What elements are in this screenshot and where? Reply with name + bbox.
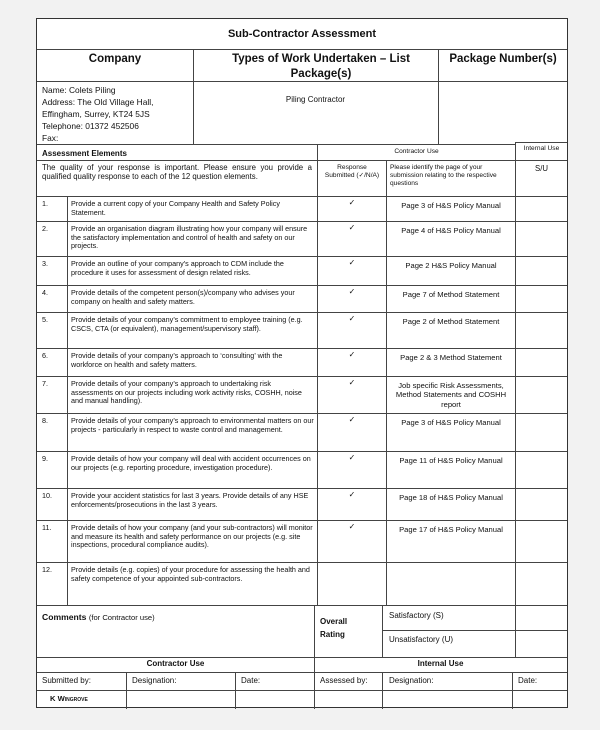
work-package: Piling Contractor bbox=[285, 95, 346, 104]
company-address-2: Effingham, Surrey, KT24 5JS bbox=[42, 109, 150, 119]
response-check: ✓ bbox=[348, 522, 356, 531]
page-reference: Page 17 of H&S Policy Manual bbox=[399, 525, 503, 534]
question-number: 2. bbox=[42, 224, 48, 233]
page-reference: Page 4 of H&S Policy Manual bbox=[401, 226, 501, 235]
date-label: Date: bbox=[241, 676, 261, 685]
response-check: ✓ bbox=[348, 287, 356, 296]
designation-label-2: Designation: bbox=[389, 676, 434, 685]
assessment-form bbox=[36, 18, 568, 708]
footer-contractor-use: Contractor Use bbox=[146, 659, 205, 668]
date-label-2: Date: bbox=[518, 676, 538, 685]
question-number: 1. bbox=[42, 199, 48, 208]
question-number: 4. bbox=[42, 288, 48, 297]
question-text: Provide an outline of your company’s approach to CDM include the procedure it uses for assessment of design related risks. bbox=[71, 259, 284, 277]
response-submitted-header: Response Submitted (✓/N/A) bbox=[324, 164, 380, 179]
question-text: Provide details of how your company will deal with accident occurrences on our projects (e.g. reporting procedure, investigation procedure). bbox=[71, 454, 311, 472]
package-numbers-header: Package Number(s) bbox=[449, 53, 557, 65]
footer-internal-use: Internal Use bbox=[417, 659, 464, 668]
submitted-by-label: Submitted by: bbox=[42, 676, 91, 685]
overall-rating-label-1: Overall bbox=[320, 617, 348, 626]
response-check: ✓ bbox=[348, 314, 356, 323]
response-check: ✓ bbox=[348, 378, 356, 387]
question-text: Provide details of your company’s approach to environmental matters on our projects - particularly in respect to waste control and management. bbox=[71, 416, 314, 434]
unsatisfactory-option: Unsatisfactory (U) bbox=[389, 635, 454, 644]
response-check: ✓ bbox=[348, 223, 356, 232]
question-number: 6. bbox=[42, 351, 48, 360]
response-check: ✓ bbox=[348, 490, 356, 499]
page-reference: Page 18 of H&S Policy Manual bbox=[399, 493, 503, 502]
question-text: Provide a current copy of your Company Health and Safety Policy Statement. bbox=[71, 199, 280, 217]
overall-rating-label-2: Rating bbox=[320, 630, 345, 639]
page-reference: Page 2 of Method Statement bbox=[402, 317, 500, 326]
question-number: 7. bbox=[42, 379, 48, 388]
question-text: Provide an organisation diagram illustrating how your company will ensure the satisfactory implementation and control of health and safety on our projects. bbox=[71, 224, 308, 251]
page-reference: Page 3 of H&S Policy Manual bbox=[401, 418, 501, 427]
company-fax: Fax: bbox=[42, 133, 59, 143]
company-address-1: Address: The Old Village Hall, bbox=[42, 97, 154, 107]
page-reference: Job specific Risk Assessments, Method Statements and COSHH report bbox=[395, 381, 507, 409]
page-reference: Page 11 of H&S Policy Manual bbox=[399, 456, 503, 465]
question-number: 3. bbox=[42, 259, 48, 268]
question-number: 10. bbox=[42, 491, 52, 500]
assessment-elements-header: Assessment Elements bbox=[42, 149, 127, 158]
question-number: 12. bbox=[42, 565, 52, 574]
question-text: Provide details of your company’s commitment to employee training (e.g. CSCS, CTA (or equivalent), management/supervisory staff). bbox=[71, 315, 303, 333]
comments-label bbox=[42, 612, 155, 623]
satisfactory-option: Satisfactory (S) bbox=[389, 611, 444, 620]
company-header: Company bbox=[88, 53, 142, 65]
submitter-name: K Wingrove bbox=[50, 694, 88, 703]
question-number: 8. bbox=[42, 416, 48, 425]
intro-text: The quality of your response is important. Please ensure you provide a qualified quality response to each of the 12 question elements. bbox=[42, 163, 312, 182]
question-text: Provide details (e.g. copies) of your procedure for assessing the health and safety competence of your appointed sub-contractors. bbox=[71, 565, 310, 583]
question-number: 9. bbox=[42, 454, 48, 463]
page-reference: Page 7 of Method Statement bbox=[402, 290, 500, 299]
company-telephone: Telephone: 01372 452506 bbox=[42, 121, 139, 131]
response-check: ✓ bbox=[348, 415, 356, 424]
internal-use-label: Internal Use bbox=[523, 145, 560, 152]
page-reference: Page 3 of H&S Policy Manual bbox=[401, 201, 501, 210]
question-text: Provide details of your company’s approach to undertaking risk assessments on our projects including work activity risks, COSHH, noise and manual handling). bbox=[71, 379, 302, 406]
page-identify-header: Please identify the page of your submission relating to the respective questions bbox=[390, 164, 497, 187]
form-title: Sub-Contractor Assessment bbox=[227, 28, 377, 40]
page-reference: Page 2 & 3 Method Statement bbox=[400, 353, 502, 362]
response-check: ✓ bbox=[348, 198, 356, 207]
page-reference: Page 2 H&S Policy Manual bbox=[405, 261, 497, 270]
question-text: Provide details of how your company (and your sub-contractors) will monitor and measure its health and safety performance on our projects (e.g. site inspections, procedural compliance audits). bbox=[71, 523, 313, 550]
assessed-by-label: Assessed by: bbox=[320, 676, 368, 685]
question-text: Provide details of the competent person(s)/company who advises your company on health and safety matters. bbox=[71, 288, 295, 306]
contractor-use-label: Contractor Use bbox=[394, 148, 439, 155]
su-header: S/U bbox=[535, 164, 548, 173]
question-number: 5. bbox=[42, 315, 48, 324]
comments-note: (for Contractor use) bbox=[88, 613, 155, 622]
question-text: Provide your accident statistics for last 3 years. Provide details of any HSE enforcements/prosecutions in the last 3 years. bbox=[71, 491, 309, 509]
designation-label: Designation: bbox=[132, 676, 177, 685]
comments-title: Comments bbox=[42, 612, 87, 622]
question-text: Provide details of your company’s approach to ‘consulting’ with the workforce on health and safety matters. bbox=[71, 351, 283, 369]
company-name: Name: Colets Piling bbox=[42, 85, 116, 95]
response-check: ✓ bbox=[348, 258, 356, 267]
types-of-work-header: Types of Work Undertaken – List Package(s) bbox=[232, 53, 410, 80]
response-check: ✓ bbox=[348, 350, 356, 359]
question-number: 11. bbox=[42, 523, 52, 532]
response-check: ✓ bbox=[348, 453, 356, 462]
